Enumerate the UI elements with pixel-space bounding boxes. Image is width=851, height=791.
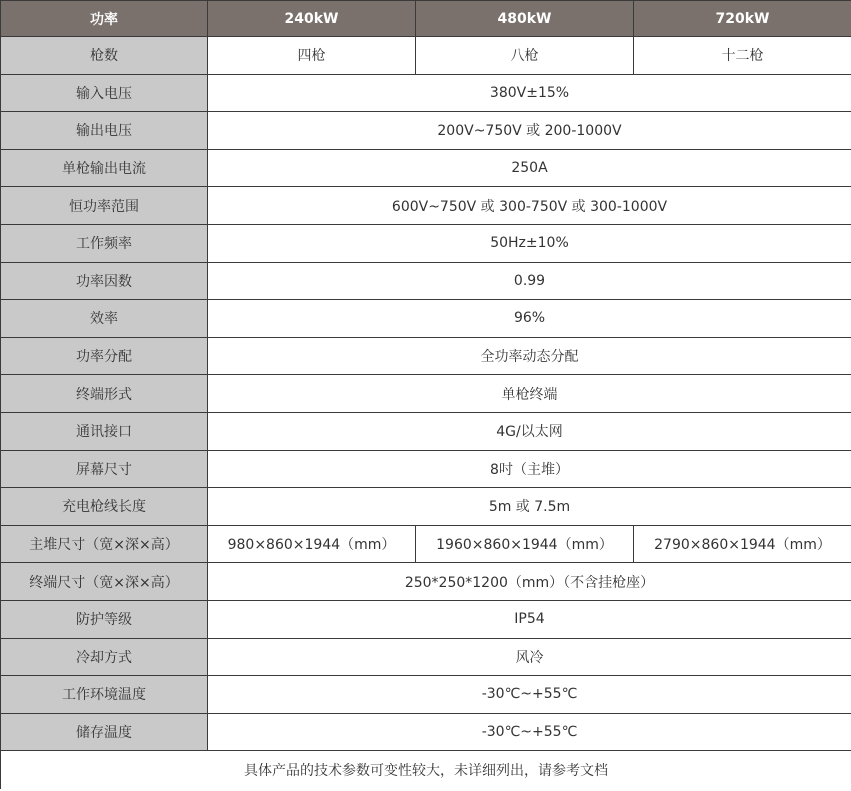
row-value: 250A	[208, 149, 851, 187]
table-row	[1, 676, 851, 714]
row-value: 0.99	[208, 262, 851, 300]
footnote: 具体产品的技术参数可变性较大，未详细列出，请参考文档	[1, 751, 851, 790]
row-value: 四枪	[208, 37, 416, 75]
table-row	[1, 149, 851, 187]
row-value: 250*250*1200（mm）（不含挂枪座）	[208, 563, 851, 601]
row-label: 屏幕尺寸	[1, 450, 208, 488]
table-row	[1, 713, 851, 751]
row-value: -30℃~+55℃	[208, 676, 851, 714]
table-row	[1, 224, 851, 262]
row-label: 单枪输出电流	[1, 149, 208, 187]
row-value: 5m 或 7.5m	[208, 488, 851, 526]
row-value: 50Hz±10%	[208, 224, 851, 262]
table-row	[1, 74, 851, 112]
row-label: 充电枪线长度	[1, 488, 208, 526]
table-row	[1, 112, 851, 150]
row-label: 功率因数	[1, 262, 208, 300]
row-label: 恒功率范围	[1, 187, 208, 225]
row-label: 冷却方式	[1, 638, 208, 676]
row-label: 功率分配	[1, 337, 208, 375]
row-label: 防护等级	[1, 600, 208, 638]
row-value: 单枪终端	[208, 375, 851, 413]
row-value: 全功率动态分配	[208, 337, 851, 375]
row-value: 96%	[208, 300, 851, 338]
table-row	[1, 300, 851, 338]
table-row	[1, 525, 851, 563]
row-label: 工作频率	[1, 224, 208, 262]
header-row	[1, 1, 851, 37]
row-value: 600V~750V 或 300-750V 或 300-1000V	[208, 187, 851, 225]
row-label: 主堆尺寸（宽×深×高）	[1, 525, 208, 563]
row-value: 八枪	[416, 37, 634, 75]
row-value: IP54	[208, 600, 851, 638]
table-row	[1, 450, 851, 488]
row-value: 380V±15%	[208, 74, 851, 112]
row-label: 输入电压	[1, 74, 208, 112]
row-value: 1960×860×1944（mm）	[416, 525, 634, 563]
row-value: 2790×860×1944（mm）	[634, 525, 851, 563]
table-row	[1, 37, 851, 75]
table-row	[1, 412, 851, 450]
header-label: 功率	[1, 1, 208, 37]
row-label: 工作环境温度	[1, 676, 208, 714]
row-value: -30℃~+55℃	[208, 713, 851, 751]
table-row	[1, 638, 851, 676]
row-label: 终端尺寸（宽×深×高）	[1, 563, 208, 601]
table-row	[1, 488, 851, 526]
table-row	[1, 262, 851, 300]
header-col-720kw: 720kW	[634, 1, 851, 37]
row-value: 980×860×1944（mm）	[208, 525, 416, 563]
row-label: 终端形式	[1, 375, 208, 413]
header-col-480kw: 480kW	[416, 1, 634, 37]
row-label: 通讯接口	[1, 412, 208, 450]
table-row	[1, 563, 851, 601]
row-value: 4G/以太网	[208, 412, 851, 450]
row-label: 枪数	[1, 37, 208, 75]
footnote-row	[1, 751, 851, 790]
row-label: 储存温度	[1, 713, 208, 751]
row-label: 输出电压	[1, 112, 208, 150]
row-label: 效率	[1, 300, 208, 338]
row-value: 风冷	[208, 638, 851, 676]
table-row	[1, 337, 851, 375]
table-row	[1, 600, 851, 638]
table-row	[1, 187, 851, 225]
table-row	[1, 375, 851, 413]
header-col-240kw: 240kW	[208, 1, 416, 37]
row-value: 8吋（主堆）	[208, 450, 851, 488]
row-value: 200V~750V 或 200-1000V	[208, 112, 851, 150]
row-value: 十二枪	[634, 37, 851, 75]
